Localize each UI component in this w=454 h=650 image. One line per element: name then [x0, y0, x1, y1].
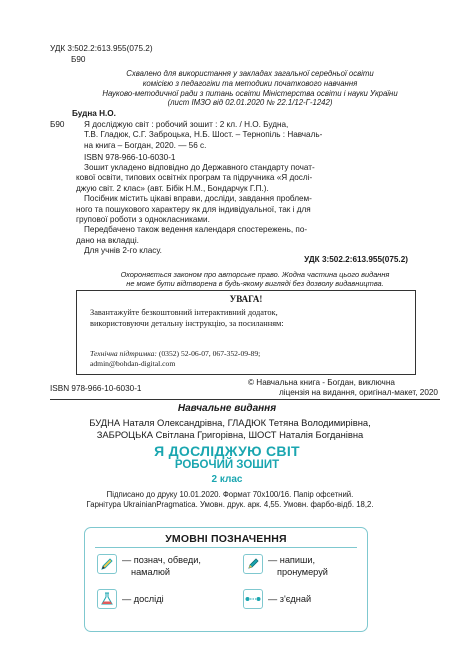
legend-item-draw: — познач, обведи, намалюй — [122, 555, 201, 577]
catalog-author: Будна Н.О. — [72, 109, 116, 118]
imprint-section: Навчальне видання — [177, 403, 277, 414]
copyright-notice: Охороняється законом про авторське право. Жодна частина цього видання не може бути відтворена в будь-якому вигляді без дозволу видавництва. — [120, 270, 390, 289]
footer-isbn: ISBN 978-966-10-6030-1 — [50, 384, 142, 393]
header-bbk: Б90 — [71, 55, 86, 64]
imprint-grade: 2 клас — [211, 474, 243, 485]
attention-box — [76, 290, 416, 375]
flask-icon — [97, 589, 117, 609]
imprint-authors: БУДНА Наталя Олександрівна, ГЛАДЮК Тетяна Володимирівна, ЗАБРОЦЬКА Світлана Григорівна, ШОСТ Наталія Богданівна — [89, 417, 371, 440]
connect-icon — [243, 589, 263, 609]
legend-item-write: — напиши, пронумеруй — [268, 555, 328, 577]
catalog-entry: Я досліджую світ : робочий зошит : 2 кл. / Н.О. Будна, Т.В. Гладюк, С.Г. Заброцька, Н.Б. Шост. – Тернопіль : Навчаль- на книга – Богдан, 2020. — 56 с. — [84, 120, 323, 150]
approval-text: Схвалено для використання у закладах загальної середньої освіти комісією з педагогіки та методики початкового навчання Науково-методичної ради з питань освіти Міністерства освіти і науки України (лист ІМЗО від 02.01.2020 № 22.1/12-Г-1242) — [102, 69, 398, 108]
legend-title: УМОВНІ ПОЗНАЧЕННЯ — [165, 533, 287, 545]
imprint-subtitle: РОБОЧИЙ ЗОШИТ — [174, 459, 280, 471]
catalog-isbn: ISBN 978-966-10-6030-1 — [84, 153, 176, 162]
legend-item-experiment: — дослідi — [122, 594, 164, 604]
tech-support: Технічна підтримка: (0352) 52-06-07, 067-352-09-89; admin@bohdan-digital.com — [90, 349, 261, 368]
publisher-rights: © Навчальна книга - Богдан, виключна ліцензія на видання, оригінал-макет, 2020 — [248, 378, 438, 398]
print-info: Підписано до друку 10.01.2020. Формат 70х100/16. Папір офсетний. Гарнітура UkrainianPragmatica. Умовн. друк. арк. 4,55. Умовн. фарбо-відб. 18,2. — [86, 490, 374, 509]
imprint-title: Я ДОСЛІДЖУЮ СВІТ — [154, 443, 300, 459]
legend-box — [84, 527, 368, 632]
attention-title: УВАГА! — [229, 294, 263, 304]
attention-text: Завантажуйте безкоштовний інтерактивний додаток, використовуючи детальну інструкцію, за посиланням: — [90, 308, 284, 328]
catalog-udk: УДК 3:502.2:613.955(075.2) — [304, 255, 408, 264]
pencil-icon — [97, 554, 117, 574]
legend-item-connect: — з'єднай — [268, 594, 312, 604]
pen-icon — [243, 554, 263, 574]
support-email[interactable]: admin@bohdan-digital.com — [90, 359, 176, 368]
divider — [50, 399, 440, 400]
catalog-description: Зошит укладено відповідно до Державного стандарту почат- кової освіти, типових освітніх програм та підручника «Я дослі- джую світ. 2 клас» (авт. Бібік Н.М., Бондарчук Г.П.). Посібник містить цікаві вправи, досліди, завдання проблем- ного та пошукового характеру як для індивідуальної, так і для групової роботи з однокласниками. Передбачено також ведення календаря спостережень, по- дано на вкладці. Для учнів 2-го класу. — [76, 163, 315, 256]
legend-divider — [95, 547, 357, 548]
catalog-code: Б90 — [50, 120, 65, 129]
header-udk: УДК 3:502.2:613.955(075.2) — [50, 44, 153, 53]
